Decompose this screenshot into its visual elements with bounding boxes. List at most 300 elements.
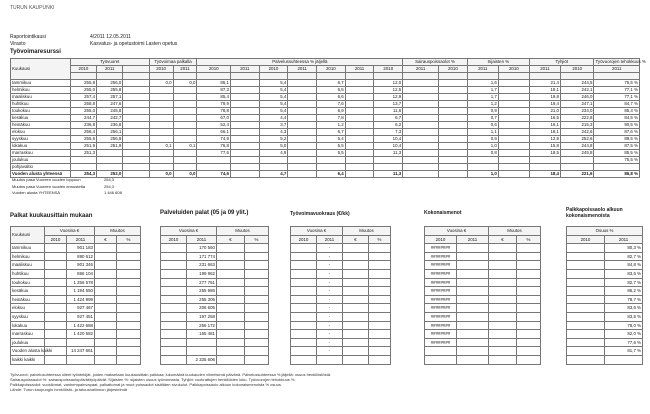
table-row [11, 122, 640, 129]
table-cell [498, 164, 529, 171]
table-cell: 19,4 [529, 101, 560, 108]
table-cell [259, 157, 288, 164]
table-cell [123, 115, 149, 122]
table-cell: 11,3 [374, 171, 403, 178]
table-cell [245, 312, 269, 321]
table-cell: 247,6 [97, 101, 123, 108]
table-cell [594, 164, 640, 171]
table-cell [161, 321, 187, 330]
table-row [11, 164, 640, 171]
table-cell: 5,5 [317, 150, 346, 157]
table-cell [345, 157, 374, 164]
table-cell [291, 347, 317, 356]
table-cell [70, 157, 96, 164]
table-cell: 2 335 606 [187, 355, 217, 364]
table-row [11, 287, 141, 296]
table-cell: 1,2 [467, 101, 498, 108]
table-cell [161, 252, 187, 261]
note-value: 254,3 [104, 183, 115, 189]
year-h: 2010 [197, 66, 230, 73]
table-row [161, 355, 269, 364]
row-month: maaliskuu [11, 94, 71, 101]
table-cell [291, 321, 317, 330]
table-cell [288, 129, 317, 136]
table-cell [567, 269, 605, 278]
table-cell [123, 157, 149, 164]
table-cell [217, 347, 245, 356]
table-row [11, 347, 141, 356]
table-cell [117, 312, 141, 321]
table-cell: 3,7 [259, 122, 288, 129]
table-cell [561, 164, 594, 171]
table-row [567, 321, 643, 330]
table-cell: 258,8 [70, 101, 96, 108]
table-cell: 12,0 [374, 80, 403, 87]
table-cell: 1,6 [467, 80, 498, 87]
table-cell: 890 612 [67, 252, 95, 261]
s4-sub: 2011 [317, 235, 343, 244]
table-cell [343, 295, 369, 304]
table-row [161, 261, 269, 270]
meta-label-office: Virasto [10, 41, 26, 47]
table-cell [467, 157, 498, 164]
table-cell [245, 295, 269, 304]
table-cell: 86,8 % [594, 171, 640, 178]
table-cell [567, 278, 605, 287]
table-cell: 0,6 [467, 122, 498, 129]
row-month: tammikuu [11, 244, 45, 253]
table-cell: 4,7 [259, 171, 288, 178]
table-row [425, 312, 541, 321]
row-month: toukokuu [11, 108, 71, 115]
table-cell [291, 244, 317, 253]
table-cell [291, 252, 317, 261]
table-cell: 257,4 [70, 94, 96, 101]
table-cell [95, 321, 117, 330]
table-row [425, 347, 541, 356]
table-cell: 21,4 [529, 80, 560, 87]
table-cell: 90,5 % [594, 122, 640, 129]
table-row [161, 338, 269, 347]
table-cell [517, 269, 541, 278]
table-cell: 67,0 [197, 115, 230, 122]
table-cell [117, 347, 141, 356]
table-cell [369, 261, 391, 270]
s4-sub: 2010 [291, 235, 317, 244]
table-cell [345, 143, 374, 150]
table-row [161, 330, 269, 339]
table-cell: 256,1 [97, 129, 123, 136]
table-cell: 87,3 [197, 87, 230, 94]
table-cell: 78,7 % [605, 295, 643, 304]
table-cell [567, 244, 605, 253]
table-cell [187, 347, 217, 356]
row-month: marraskuu [11, 330, 45, 339]
table-row [11, 330, 141, 339]
table-cell [345, 171, 374, 178]
table-cell [161, 304, 187, 313]
table-cell [439, 150, 468, 157]
table-cell: 83,5 % [605, 312, 643, 321]
table-cell [489, 244, 517, 253]
table-cell [95, 304, 117, 313]
s4-col-change: Muutos [343, 227, 391, 236]
services-table [160, 226, 269, 365]
table-cell: 0,8 [467, 150, 498, 157]
row-month: helmikuu [11, 252, 45, 261]
table-cell: 5,5 [317, 143, 346, 150]
table-cell [517, 244, 541, 253]
table-cell [288, 94, 317, 101]
s2-col-month: Kuukausi [11, 227, 45, 244]
footer-line: Lähde: Turun kaupungin henkilöstö- ja taloushallinnon järjestelmät [10, 387, 128, 392]
table-cell [149, 108, 173, 115]
table-cell [369, 321, 391, 330]
table-row [161, 321, 269, 330]
table-cell: 1 194 550 [67, 287, 95, 296]
table-cell: 76,8 [197, 143, 230, 150]
table-cell [345, 164, 374, 171]
s4-sub: % [369, 235, 391, 244]
table-cell [149, 150, 173, 157]
table-cell: 4,4 [259, 115, 288, 122]
table-cell [439, 115, 468, 122]
table-cell: ######## [425, 287, 457, 296]
table-cell [217, 338, 245, 347]
table-cell [345, 115, 374, 122]
table-cell: - [317, 278, 343, 287]
table-cell: 222,8 [561, 115, 594, 122]
table-cell: - [317, 244, 343, 253]
table-cell [343, 347, 369, 356]
table-cell: 5,4 [317, 136, 346, 143]
table-cell: 251,9 [97, 143, 123, 150]
note-value: 254,3 [104, 177, 115, 182]
table-row [425, 304, 541, 313]
table-cell [439, 171, 468, 178]
year-h: 2010 [374, 66, 403, 73]
table-cell: 255 986 [187, 287, 217, 296]
table-cell [457, 330, 489, 339]
table-cell [45, 321, 67, 330]
table-cell [45, 278, 67, 287]
table-cell [45, 252, 67, 261]
table-cell [45, 261, 67, 270]
table-cell [517, 304, 541, 313]
table-cell [345, 136, 374, 143]
table-row [291, 287, 391, 296]
s3-sub: 2011 [187, 235, 217, 244]
table-cell [123, 143, 149, 150]
table-cell: 242,7 [97, 115, 123, 122]
table-cell [369, 278, 391, 287]
table-row [11, 150, 640, 157]
table-cell [245, 278, 269, 287]
table-cell [369, 355, 391, 364]
table-cell [291, 312, 317, 321]
table-cell [67, 355, 95, 364]
table-cell: 927 451 [67, 312, 95, 321]
table-cell [489, 330, 517, 339]
table-cell [517, 330, 541, 339]
table-cell [457, 347, 489, 356]
table-row [567, 338, 643, 347]
table-cell [161, 287, 187, 296]
table-cell: 251,9 [70, 143, 96, 150]
table-cell: 244,5 [561, 80, 594, 87]
table-cell [489, 252, 517, 261]
table-cell [123, 136, 149, 143]
table-row [11, 129, 640, 136]
table-cell [95, 269, 117, 278]
year-h: 2010 [498, 66, 529, 73]
year-h: 2011 [288, 66, 317, 73]
table-cell [343, 244, 369, 253]
table-cell: 6,6 [317, 94, 346, 101]
table-cell [123, 122, 149, 129]
table-cell [498, 136, 529, 143]
table-cell: 1 424 999 [67, 295, 95, 304]
table-cell [457, 244, 489, 253]
table-row [291, 295, 391, 304]
table-cell [291, 278, 317, 287]
note-label: Muutos pasa Vuoreen vuoden loppuun [12, 177, 81, 182]
table-cell: ######## [425, 269, 457, 278]
row-month: huhtikuu [11, 101, 71, 108]
table-row [11, 136, 640, 143]
table-cell: 255 305 [187, 295, 217, 304]
table-cell: 5,4 [259, 101, 288, 108]
table-row [11, 312, 141, 321]
table-cell [498, 87, 529, 94]
table-cell [403, 122, 439, 129]
section3-title: Palveluiden palat (05 ja 09 ylit.) [160, 210, 249, 216]
table-cell [149, 136, 173, 143]
table-cell [45, 338, 67, 347]
table-cell: 15,8 [529, 143, 560, 150]
year-h: 2011 [529, 66, 560, 73]
table-cell [45, 244, 67, 253]
table-cell [317, 355, 343, 364]
table-cell [517, 338, 541, 347]
table-cell [288, 136, 317, 143]
table-cell [517, 295, 541, 304]
table-cell [457, 295, 489, 304]
table-cell: 77,6 % [605, 338, 643, 347]
table-row [11, 115, 640, 122]
table-cell: 10,4 [374, 136, 403, 143]
table-cell [403, 150, 439, 157]
table-cell [457, 312, 489, 321]
s3-sub: % [245, 235, 269, 244]
meta-label-period: Raportointikausi [10, 34, 46, 40]
table-cell: 79,9 [197, 101, 230, 108]
table-row [11, 157, 640, 164]
table-cell [345, 129, 374, 136]
table-cell: 77,1 % [594, 94, 640, 101]
year-h: 2011 [345, 66, 374, 73]
table-cell: 242,1 [561, 87, 594, 94]
table-cell [498, 94, 529, 101]
table-row [11, 321, 141, 330]
table-cell: 251,3 [70, 150, 96, 157]
table-cell [123, 164, 149, 171]
table-cell [230, 143, 259, 150]
table-cell: 199 962 [187, 269, 217, 278]
year-h: 2011 [467, 66, 498, 73]
table-cell [245, 330, 269, 339]
table-cell [149, 157, 173, 164]
table-cell [95, 244, 117, 253]
table-cell: ######## [425, 244, 457, 253]
table-row [161, 347, 269, 356]
table-cell: 0,7 [467, 115, 498, 122]
year-h: 2010 [561, 66, 594, 73]
s5-col-year: Vuosina € [425, 227, 489, 236]
year-header-row [11, 66, 640, 73]
row-month: kesäkuu [11, 115, 71, 122]
table-cell [489, 338, 517, 347]
year-h: 2011 [403, 66, 439, 73]
table-cell [95, 278, 117, 287]
row-month: heinäkuu [11, 295, 45, 304]
table-cell: 4,9 [259, 150, 288, 157]
group-header-row [11, 59, 640, 66]
table-row [11, 244, 141, 253]
table-cell: - [317, 287, 343, 296]
table-cell [403, 115, 439, 122]
note-label: Vuoden alusta YHTEENSÄ [12, 190, 61, 195]
table-cell [288, 87, 317, 94]
table-cell: 0,9 [467, 108, 498, 115]
table-cell: 75,5 % [594, 157, 640, 164]
table-cell [173, 115, 197, 122]
table-cell [567, 252, 605, 261]
table-cell [95, 355, 117, 364]
table-cell: - [317, 330, 343, 339]
table-cell [97, 164, 123, 171]
table-cell: 255,0 [70, 87, 96, 94]
table-cell [345, 150, 374, 157]
table-cell: 244,8 [561, 143, 594, 150]
table-cell: 12,5 [374, 87, 403, 94]
group-substitutes: Sijaisten % [467, 59, 529, 66]
table-cell: - [317, 261, 343, 270]
table-cell [498, 143, 529, 150]
table-cell [567, 304, 605, 313]
table-cell [288, 108, 317, 115]
row-month: syyskuu [11, 136, 71, 143]
table-cell: 246,0 [561, 94, 594, 101]
table-cell [517, 355, 541, 364]
table-cell [245, 287, 269, 296]
table-cell: 21,0 [529, 108, 560, 115]
table-cell: 74,6 [197, 171, 230, 178]
table-cell [161, 355, 187, 364]
table-cell [517, 321, 541, 330]
year-h: 2011 [230, 66, 259, 73]
table-row [567, 347, 643, 356]
table-cell [374, 164, 403, 171]
table-cell [230, 122, 259, 129]
table-cell [345, 122, 374, 129]
table-row [161, 295, 269, 304]
section6-title: Palkkapoissaolo alkuun kokonaismenoista [566, 207, 623, 219]
row-month: lokakuu [11, 143, 71, 150]
table-cell [567, 287, 605, 296]
table-row [11, 143, 640, 150]
table-cell [187, 338, 217, 347]
table-cell [197, 164, 230, 171]
table-cell [529, 157, 560, 164]
table-cell [45, 330, 67, 339]
s6-sub: 2010 [567, 235, 605, 244]
table-cell [369, 252, 391, 261]
row-month: helmikuu [11, 87, 71, 94]
table-cell: ######## [425, 252, 457, 261]
table-cell: 206 605 [187, 304, 217, 313]
table-cell: 16,5 [529, 115, 560, 122]
table-cell [403, 80, 439, 87]
note-label: Muutos pasa Vuoreen vuoden ennustetta [12, 183, 86, 189]
table-cell: 866 104 [67, 269, 95, 278]
org-name: TURUN KAUPUNKI [10, 5, 55, 11]
table-cell: 52,4 [197, 122, 230, 129]
table-cell [217, 355, 245, 364]
row-month: lokakuu [11, 321, 45, 330]
table-cell [343, 278, 369, 287]
table-cell: 256,4 [70, 129, 96, 136]
table-cell [343, 304, 369, 313]
table-cell [230, 164, 259, 171]
table-cell [245, 304, 269, 313]
table-row [567, 330, 643, 339]
table-cell [117, 252, 141, 261]
table-cell [95, 261, 117, 270]
table-row [161, 244, 269, 253]
table-cell [117, 295, 141, 304]
salary-table [10, 226, 141, 365]
table-cell: 7,8 [317, 115, 346, 122]
table-cell [343, 312, 369, 321]
table-cell [567, 295, 605, 304]
table-cell: 77,6 [197, 150, 230, 157]
table-cell: ######## [425, 278, 457, 287]
row-month: huhtikuu [11, 269, 45, 278]
table-cell [439, 157, 468, 164]
table-cell [288, 122, 317, 129]
table-cell [567, 355, 605, 364]
table-cell: 170 560 [187, 244, 217, 253]
table-cell: 1,0 [467, 143, 498, 150]
table-cell [369, 330, 391, 339]
table-cell [259, 164, 288, 171]
s4-col-year: Vuosina € [291, 227, 343, 236]
table-cell: 245,8 [97, 108, 123, 115]
table-cell [95, 338, 117, 347]
table-cell [403, 157, 439, 164]
table-row [11, 278, 141, 287]
table-cell: ######## [425, 321, 457, 330]
table-row [291, 347, 391, 356]
table-cell: 82,7 % [605, 278, 643, 287]
table-cell: 236,8 [70, 122, 96, 129]
total-costs-table [424, 226, 541, 365]
table-cell: 254,3 [70, 171, 96, 178]
table-cell: 1,1 [467, 129, 498, 136]
table-cell: 231 663 [187, 261, 217, 270]
table-cell [97, 157, 123, 164]
